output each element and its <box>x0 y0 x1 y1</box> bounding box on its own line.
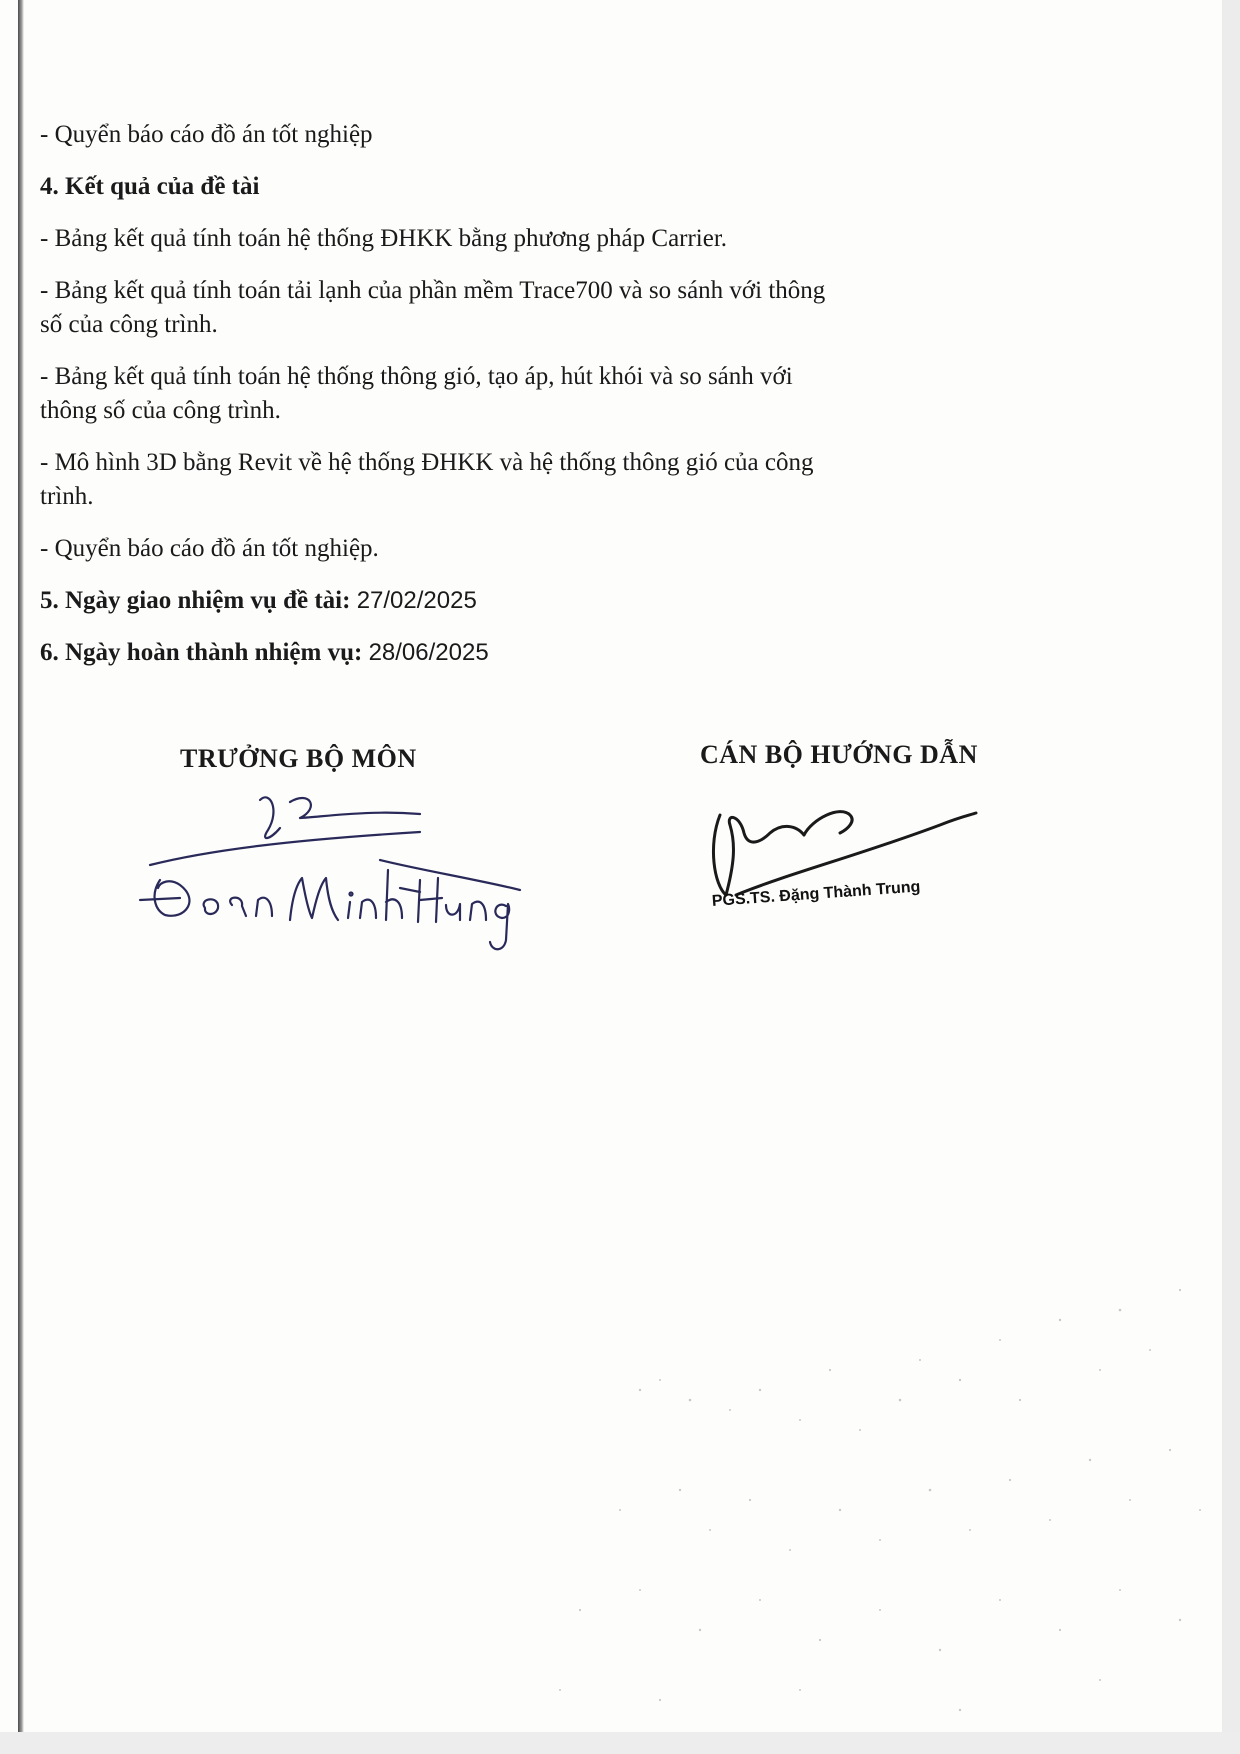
result-item-revit-model <box>40 446 1000 514</box>
result-item-line: - Mô hình 3D bằng Revit về hệ thống ĐHKK và hệ thống thông gió của công <box>40 449 814 476</box>
supervisor-title: CÁN BỘ HƯỚNG DẪN <box>700 740 978 769</box>
result-item-line: - Bảng kết quả tính toán hệ thống ĐHKK bằng phương pháp Carrier. <box>40 225 728 252</box>
scan-binding-shadow <box>18 0 24 1754</box>
supervisor-stamp-name: PGS.TS. Đặng Thành Trung <box>711 878 921 910</box>
complete-date-row <box>40 636 1000 670</box>
result-item-line-continued: thông số của công trình. <box>40 397 281 424</box>
result-item-line-continued: số của công trình. <box>40 311 218 338</box>
department-head-title: TRƯỞNG BỘ MÔN <box>180 744 417 773</box>
scan-bottom-margin <box>0 1732 1240 1754</box>
supervisor-signature <box>700 785 1000 935</box>
result-item-line-continued: trình. <box>40 483 94 510</box>
list-item-report-book: - Quyển báo cáo đồ án tốt nghiệp <box>40 121 373 148</box>
result-item-trace700 <box>40 274 1000 342</box>
result-item-line: - Bảng kết quả tính toán tải lạnh của phần mềm Trace700 và so sánh với thông <box>40 277 826 304</box>
result-item-ventilation <box>40 360 1000 428</box>
result-item-line: - Quyển báo cáo đồ án tốt nghiệp. <box>40 535 379 562</box>
assign-date-value: 27/02/2025 <box>356 587 477 614</box>
complete-date-value: 28/06/2025 <box>368 639 489 666</box>
scan-speckle-texture <box>500 1250 1220 1730</box>
assign-date-row <box>40 584 1000 618</box>
result-item-carrier <box>40 222 1000 256</box>
section-4-heading: 4. Kết quả của đề tài <box>40 173 260 200</box>
result-item-report-book <box>40 532 1000 566</box>
department-head-signature <box>120 770 600 960</box>
scan-right-margin <box>1222 0 1240 1754</box>
assign-date-label: 5. Ngày giao nhiệm vụ đề tài: <box>40 587 351 614</box>
document-body <box>40 118 1000 688</box>
result-item-line: - Bảng kết quả tính toán hệ thống thông gió, tạo áp, hút khói và so sánh với <box>40 363 793 390</box>
complete-date-label: 6. Ngày hoàn thành nhiệm vụ: <box>40 639 363 666</box>
